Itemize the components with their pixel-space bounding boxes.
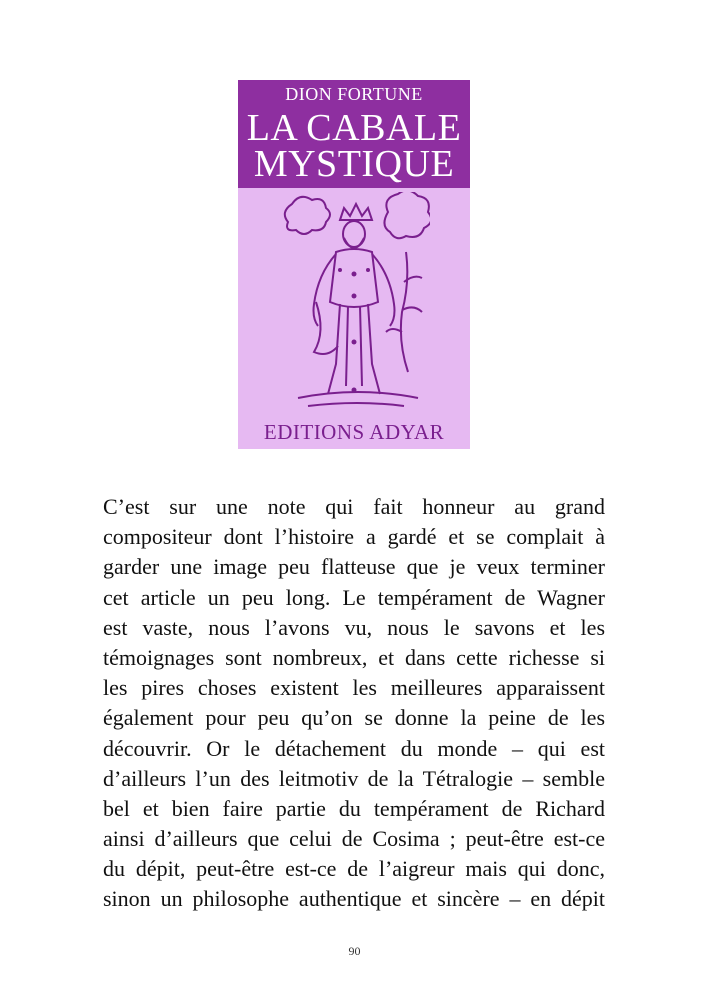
text-line: est vaste, nous l’avons vu, nous le savons et les xyxy=(103,614,605,640)
page-number: 90 xyxy=(348,944,361,958)
kabbalistic-figure-illustration xyxy=(278,192,430,414)
text-line: découvrir. Or le détachement du monde – qui est xyxy=(103,735,605,761)
text-line: également pour peu qu’on se donne la peine de les xyxy=(103,705,605,731)
text-line: témoignages sont nombreux, et dans cette richesse si xyxy=(103,644,605,670)
cover-author: DION FORTUNE xyxy=(285,84,423,104)
cover-title-line-2: MYSTIQUE xyxy=(253,143,455,185)
text-line: garder une image peu flatteuse que je veux terminer xyxy=(103,554,605,580)
cover-title-band xyxy=(238,80,470,188)
text-line: bel et bien faire partie du tempérament de Richard xyxy=(103,795,605,821)
text-line: C’est sur une note qui fait honneur au grand xyxy=(103,494,605,519)
cover-publisher: EDITIONS ADYAR xyxy=(263,420,445,444)
text-line: les pires choses existent les meilleures apparaissent xyxy=(103,675,605,701)
book-cover-image xyxy=(238,80,470,449)
text-line: cet article un peu long. Le tempérament de Wagner xyxy=(103,584,605,610)
text-line: d’ailleurs l’un des leitmotiv de la Tétralogie – semble xyxy=(103,765,605,791)
text-line: compositeur dont l’histoire a gardé et se complait à xyxy=(103,524,605,550)
text-line: sinon un philosophe authentique et sincère – en dépit xyxy=(103,886,605,912)
text-line: du dépit, peut-être est-ce de l’aigreur mais qui donc, xyxy=(103,856,605,882)
body-paragraph xyxy=(103,492,605,915)
cover-title-line-1: LA CABALE xyxy=(246,107,462,149)
text-line: ainsi d’ailleurs que celui de Cosima ; peut-être est-ce xyxy=(103,826,605,852)
